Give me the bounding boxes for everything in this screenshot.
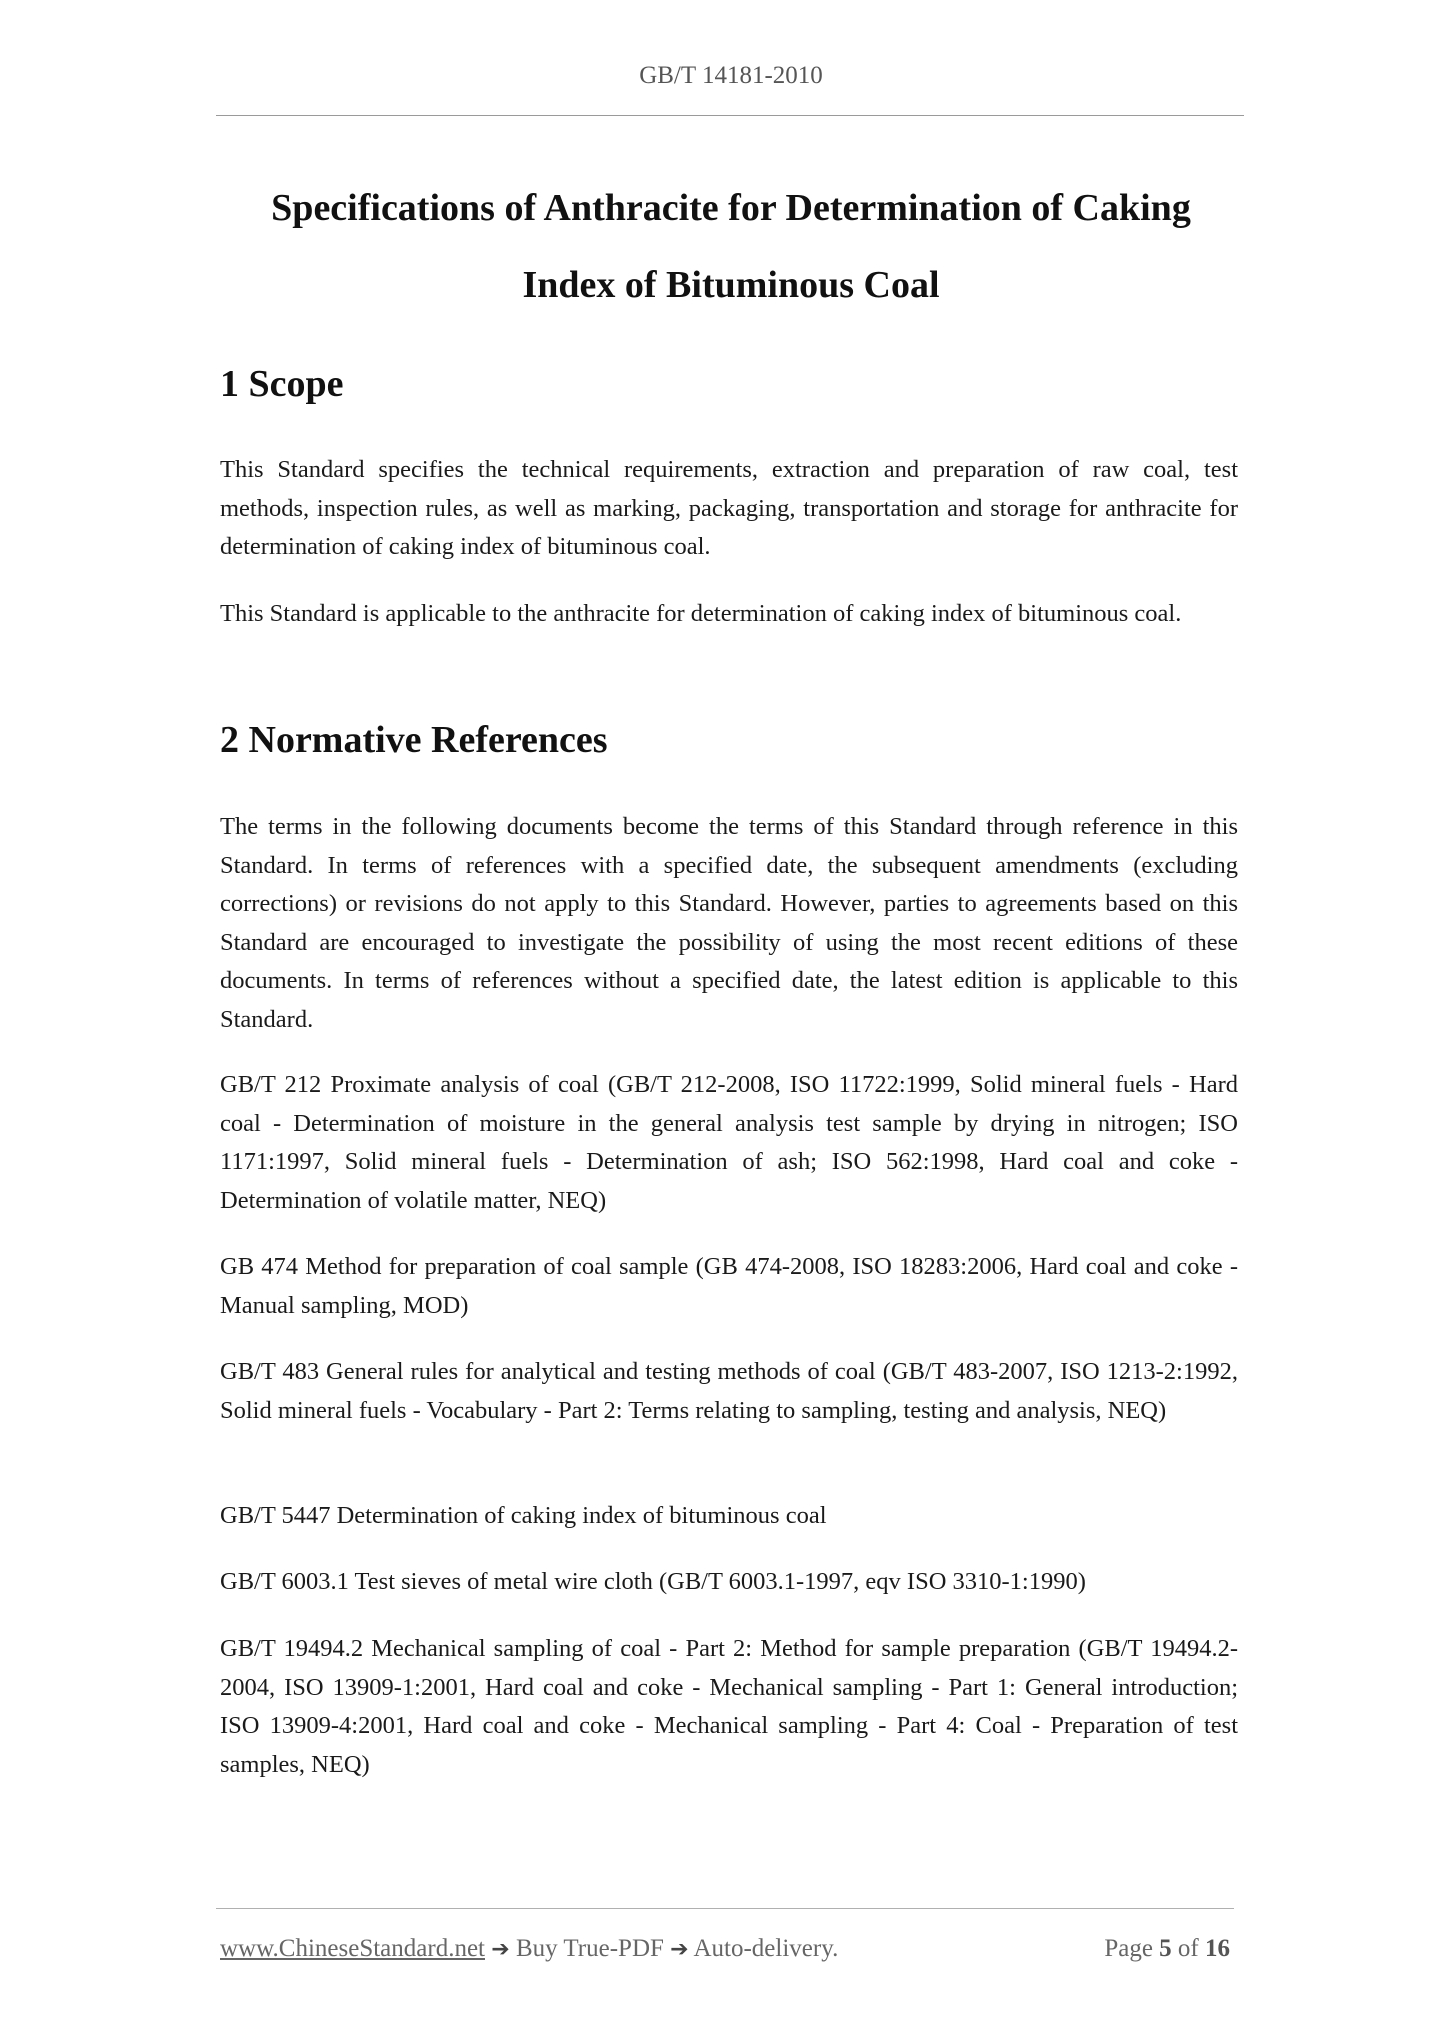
references-intro-paragraph: The terms in the following documents become the terms of this Standard through reference in this Standard. In terms of references with a specified date, the subsequent amendments (excluding corrections) or revisions do not apply to this Standard. However, parties to agreements based on this Standard are encouraged to investigate the possibility of using the most recent editions of these documents. In terms of references without a specified date, the latest edition is applicable to this Standard. [220, 813, 1238, 1033]
section-heading-scope: 1 Scope [220, 363, 344, 405]
reference-gb-474: GB 474 Method for preparation of coal sample (GB 474-2008, ISO 18283:2006, Hard coal and coke - Manual sampling, MOD) [220, 1253, 1238, 1319]
page-footer [220, 1932, 1230, 1967]
arrow-right-icon: ➔ [670, 1937, 689, 1962]
scope-paragraph-2: This Standard is applicable to the anthracite for determination of caking index of bituminous coal. [220, 600, 1182, 627]
reference-gbt-212: GB/T 212 Proximate analysis of coal (GB/T 212-2008, ISO 11722:1999, Solid mineral fuels - Hard coal - Determination of moisture in the general analysis test sample by drying in nitrogen; ISO 1171:1997, Solid mineral fuels - Determination of ash; ISO 562:1998, Hard coal and coke - Determination of volatile matter, NEQ) [220, 1071, 1238, 1214]
header-divider [216, 115, 1244, 116]
buy-true-pdf-text: Buy True-PDF [515, 1935, 664, 1962]
document-title-line-1: Specifications of Anthracite for Determination of Caking [271, 187, 1191, 229]
page-header: GB/T 14181-2010 [639, 62, 823, 89]
reference-gbt-19494-2: GB/T 19494.2 Mechanical sampling of coal - Part 2: Method for sample preparation (GB/T 19494.2-2004, ISO 13909-1:2001, Hard coal and coke - Mechanical sampling - Part 1: General introduction; ISO 13909-4:2001, Hard coal and coke - Mechanical sampling - Part 4: Coal - Preparation of test samples, NEQ) [220, 1635, 1238, 1778]
section-heading-normative-references: 2 Normative References [220, 719, 608, 761]
of-label: of [1177, 1935, 1199, 1962]
page-label: Page [1104, 1935, 1153, 1962]
total-pages-number: 16 [1205, 1935, 1230, 1962]
document-title [218, 170, 1244, 324]
chinese-standard-link[interactable]: www.ChineseStandard.net [220, 1935, 485, 1962]
reference-gbt-483: GB/T 483 General rules for analytical and testing methods of coal (GB/T 483-2007, ISO 1213-2:1992, Solid mineral fuels - Vocabulary - Part 2: Terms relating to sampling, testing and analysis, NEQ) [220, 1358, 1238, 1424]
document-title-line-2: Index of Bituminous Coal [522, 264, 940, 306]
reference-gbt-6003-1: GB/T 6003.1 Test sieves of metal wire cloth (GB/T 6003.1-1997, eqv ISO 3310-1:1990) [220, 1568, 1086, 1595]
scope-paragraph-1: This Standard specifies the technical requirements, extraction and preparation of raw coal, test methods, inspection rules, as well as marking, packaging, transportation and storage for anthracite for determination of caking index of bituminous coal. [220, 456, 1238, 560]
arrow-right-icon: ➔ [491, 1937, 510, 1962]
footer-divider [216, 1908, 1234, 1909]
reference-gbt-5447: GB/T 5447 Determination of caking index of bituminous coal [220, 1502, 827, 1529]
auto-delivery-text: Auto-delivery. [693, 1935, 839, 1962]
page-indicator [1104, 1932, 1230, 1966]
current-page-number: 5 [1159, 1935, 1172, 1962]
